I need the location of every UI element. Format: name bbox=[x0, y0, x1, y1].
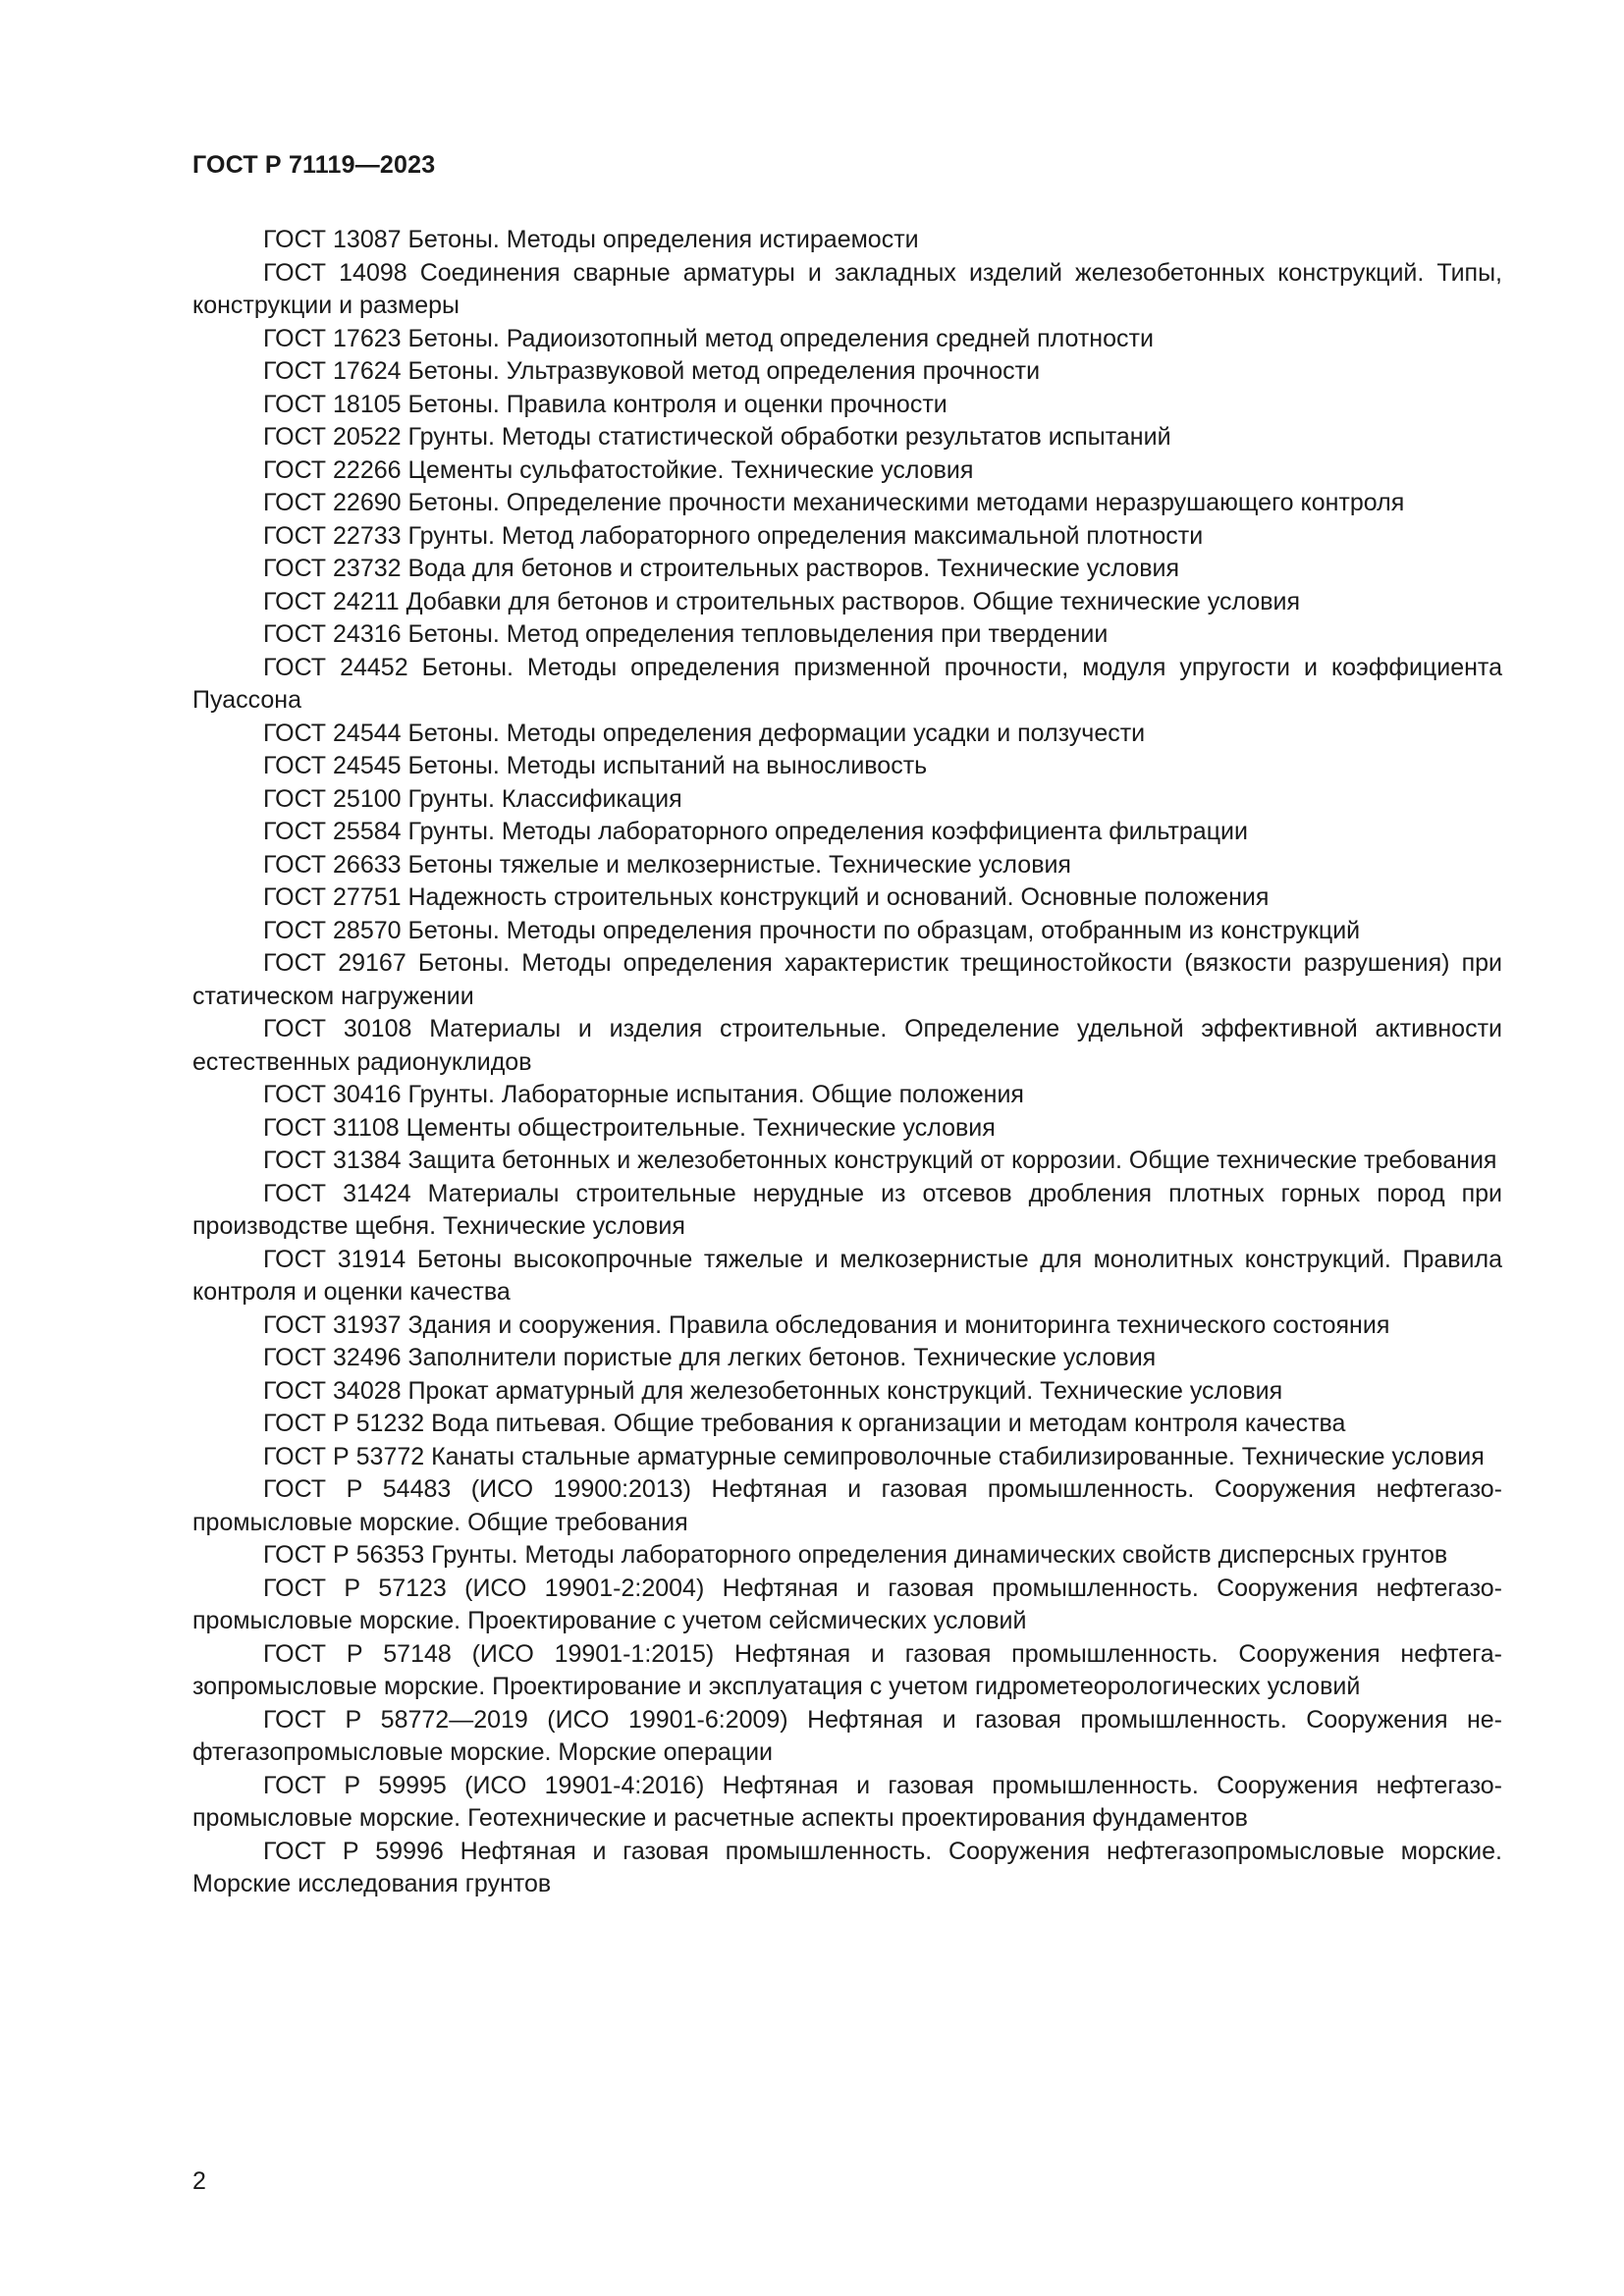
document-header: ГОСТ Р 71119—2023 bbox=[192, 151, 436, 179]
reference-item: ГОСТ 17624 Бетоны. Ультразвуковой метод определения прочности bbox=[263, 357, 1041, 385]
reference-item: ГОСТ Р 57148 (ИСО 19901-1:2015) Нефтяная и газовая промышленность. Сооружения нефтегазопромысловые морские. Проектирование и эксплуатация с учетом гидрометеорологических условий bbox=[192, 1639, 1502, 1700]
reference-item: ГОСТ Р 59995 (ИСО 19901-4:2016) Нефтяная и газовая промышленность. Сооружения нефтегазопромысловые морские. Геотехнические и расчетные аспекты проектирования фундаментов bbox=[192, 1771, 1502, 1832]
reference-item: ГОСТ 31384 Защита бетонных и железобетонных конструкций от коррозии. Общие технические требования bbox=[263, 1147, 1497, 1174]
reference-item: ГОСТ 31424 Материалы строительные нерудные из отсевов дробления плотных горных пород при производстве щебня. Технические условия bbox=[192, 1179, 1502, 1240]
reference-item: ГОСТ 23732 Вода для бетонов и строительных растворов. Технические условия bbox=[263, 555, 1180, 582]
reference-item: ГОСТ 22690 Бетоны. Определение прочности механическими методами неразрушающего контроля bbox=[263, 489, 1405, 516]
reference-item: ГОСТ 22266 Цементы сульфатостойкие. Технические условия bbox=[263, 455, 974, 484]
reference-item: ГОСТ 29167 Бетоны. Методы определения характеристик трещиностойкости (вязкости разрушения) при статическом нагружении bbox=[192, 949, 1502, 1010]
reference-item: ГОСТ Р 53772 Канаты стальные арматурные семипроволочные стабилизированные. Технические условия bbox=[263, 1442, 1485, 1470]
reference-item: ГОСТ 32496 Заполнители пористые для легких бетонов. Технические условия bbox=[263, 1344, 1157, 1371]
reference-item: ГОСТ 30108 Материалы и изделия строительные. Определение удельной эффективной активности естественных радионуклидов bbox=[192, 1015, 1502, 1076]
reference-item: ГОСТ 25584 Грунты. Методы лабораторного определения коэффициента фильтрации bbox=[263, 818, 1248, 845]
reference-item: ГОСТ 26633 Бетоны тяжелые и мелкозернистые. Технические условия bbox=[263, 850, 1071, 879]
reference-item: ГОСТ 28570 Бетоны. Методы определения прочности по образцам, отобранным из конструкций bbox=[263, 916, 1361, 944]
reference-item: ГОСТ 24452 Бетоны. Методы определения призменной прочности, модуля упругости и коэффициента Пуассона bbox=[192, 653, 1502, 714]
reference-item: ГОСТ Р 57123 (ИСО 19901-2:2004) Нефтяная и газовая промышленность. Сооружения нефтегазопромысловые морские. Проектирование с учетом сейсмических условий bbox=[192, 1574, 1502, 1634]
reference-item: ГОСТ 30416 Грунты. Лабораторные испытания. Общие положения bbox=[263, 1081, 1024, 1108]
reference-item: ГОСТ Р 51232 Вода питьевая. Общие требования к организации и методам контроля качества bbox=[263, 1410, 1346, 1437]
reference-item: ГОСТ 31937 Здания и сооружения. Правила обследования и мониторинга технического состояния bbox=[263, 1310, 1390, 1339]
reference-item: ГОСТ 31914 Бетоны высокопрочные тяжелые и мелкозернистые для монолитных конструкций. Правила контроля и оценки качества bbox=[192, 1245, 1502, 1306]
reference-item: ГОСТ Р 58772—2019 (ИСО 19901-6:2009) Нефтяная и газовая промышленность. Сооружения нефтегазопромысловые морские. Морские операции bbox=[192, 1705, 1502, 1766]
reference-item: ГОСТ 18105 Бетоны. Правила контроля и оценки прочности bbox=[263, 390, 947, 418]
reference-item: ГОСТ 31108 Цементы общестроительные. Технические условия bbox=[263, 1113, 996, 1142]
reference-item: ГОСТ 13087 Бетоны. Методы определения истираемости bbox=[263, 226, 919, 253]
reference-item: ГОСТ 24544 Бетоны. Методы определения деформации усадки и ползучести bbox=[263, 719, 1146, 747]
reference-item: ГОСТ 34028 Прокат арматурный для железобетонных конструкций. Технические условия bbox=[263, 1376, 1283, 1405]
normative-references-list bbox=[192, 224, 1502, 1901]
reference-item: ГОСТ 22733 Грунты. Метод лабораторного определения максимальной плотности bbox=[263, 521, 1204, 550]
reference-item: ГОСТ 27751 Надежность строительных конструкций и оснований. Основные положения bbox=[263, 883, 1270, 911]
reference-item: ГОСТ 24545 Бетоны. Методы испытаний на выносливость bbox=[263, 752, 928, 779]
reference-item: ГОСТ 24211 Добавки для бетонов и строительных растворов. Общие технические условия bbox=[263, 587, 1301, 615]
reference-item: ГОСТ 25100 Грунты. Классификация bbox=[263, 784, 682, 813]
page-number: 2 bbox=[192, 2167, 206, 2195]
reference-item: ГОСТ 14098 Соединения сварные арматуры и закладных изделий железобетонных конструкций. Типы, конструкции и размеры bbox=[192, 258, 1502, 319]
reference-item: ГОСТ Р 59996 Нефтяная и газовая промышленность. Сооружения нефтегазопромысловые морские. Морские исследования грунтов bbox=[192, 1837, 1502, 1897]
reference-item: ГОСТ 20522 Грунты. Методы статистической обработки результатов испытаний bbox=[263, 423, 1171, 451]
reference-item: ГОСТ 24316 Бетоны. Метод определения тепловыделения при твердении bbox=[263, 620, 1109, 648]
reference-item: ГОСТ Р 56353 Грунты. Методы лабораторного определения динамических свойств дисперсных грунтов bbox=[263, 1541, 1448, 1569]
reference-item: ГОСТ 17623 Бетоны. Радиоизотопный метод определения средней плотности bbox=[263, 324, 1154, 352]
reference-item: ГОСТ Р 54483 (ИСО 19900:2013) Нефтяная и газовая промышленность. Сооружения нефтегазопромысловые морские. Общие требования bbox=[192, 1475, 1502, 1536]
